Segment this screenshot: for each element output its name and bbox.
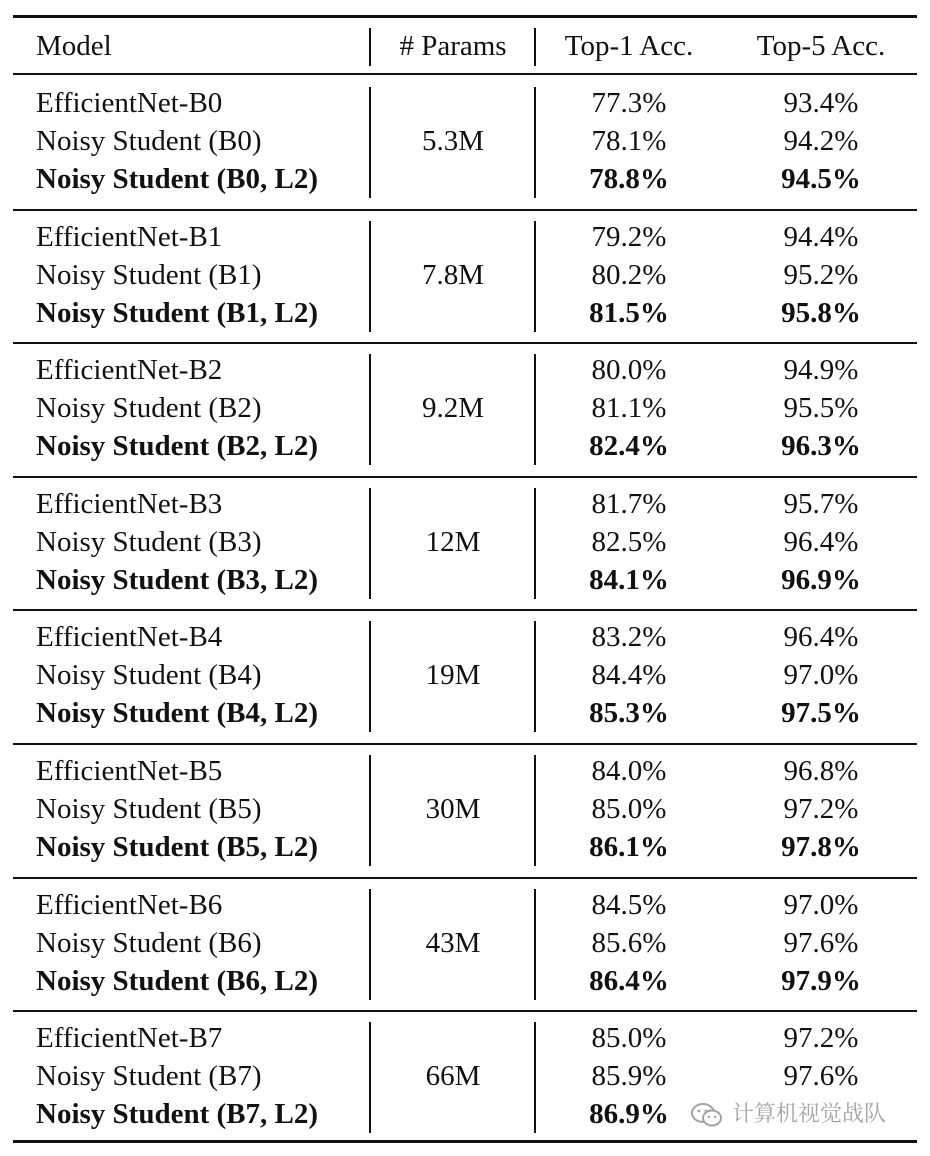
top1-cell: 86.9% xyxy=(589,1098,669,1131)
top5-cell: 95.7% xyxy=(783,487,859,520)
top1-cell: 79.2% xyxy=(591,220,667,253)
top1-cell: 77.3% xyxy=(591,87,667,119)
params-cell: 43M xyxy=(425,926,481,959)
params-cell: 66M xyxy=(425,1060,481,1093)
top-rule xyxy=(13,15,917,18)
top1-cell: 86.4% xyxy=(589,964,669,997)
model-cell: Noisy Student (B6, L2) xyxy=(36,964,318,997)
model-cell: Noisy Student (B0, L2) xyxy=(36,163,318,195)
top5-cell: 96.4% xyxy=(783,621,859,654)
top1-cell: 84.1% xyxy=(589,563,669,596)
top5-cell: 97.9% xyxy=(781,964,861,997)
params-cell: 9.2M xyxy=(421,392,485,425)
top1-cell: 85.0% xyxy=(591,793,667,825)
top1-cell: 78.8% xyxy=(589,163,669,195)
top1-cell: 81.5% xyxy=(589,296,669,329)
model-cell: Noisy Student (B1, L2) xyxy=(36,296,318,329)
top5-cell: 96.3% xyxy=(781,430,861,463)
top1-cell: 81.1% xyxy=(591,392,667,425)
top5-cell: 97.2% xyxy=(783,793,859,825)
header-divider-1 xyxy=(369,28,371,66)
top5-cell: 94.2% xyxy=(783,125,859,157)
group-rule xyxy=(13,609,917,611)
group-rule xyxy=(13,209,917,211)
model-cell: EfficientNet-B2 xyxy=(36,354,223,387)
top5-cell: 95.5% xyxy=(783,392,859,425)
top5-cell: 94.4% xyxy=(783,220,859,253)
top1-cell: 86.1% xyxy=(589,831,669,863)
model-cell: Noisy Student (B5, L2) xyxy=(36,831,318,863)
header-rule xyxy=(13,73,917,75)
model-cell: Noisy Student (B4, L2) xyxy=(36,697,318,730)
model-cell: EfficientNet-B1 xyxy=(36,220,223,253)
top5-cell: 96.8% xyxy=(783,755,859,787)
model-cell: Noisy Student (B4) xyxy=(36,659,262,692)
model-cell: EfficientNet-B7 xyxy=(36,1022,223,1055)
top1-cell: 81.7% xyxy=(591,487,667,520)
top5-cell: 96.9% xyxy=(781,563,861,596)
header-top1: Top-1 Acc. xyxy=(564,30,694,62)
params-cell: 30M xyxy=(425,793,481,825)
top1-cell: 85.0% xyxy=(591,1022,667,1055)
model-cell: EfficientNet-B6 xyxy=(36,888,223,921)
group-rule xyxy=(13,743,917,745)
top1-cell: 84.4% xyxy=(591,659,667,692)
model-cell: Noisy Student (B7) xyxy=(36,1060,262,1093)
top5-cell: 95.8% xyxy=(781,296,861,329)
top5-cell: 97.0% xyxy=(783,888,859,921)
group-rule xyxy=(13,877,917,879)
params-cell: 5.3M xyxy=(421,125,485,157)
params-cell: 12M xyxy=(425,525,481,558)
model-cell: Noisy Student (B2, L2) xyxy=(36,430,318,463)
top1-cell: 84.0% xyxy=(591,755,667,787)
model-cell: EfficientNet-B3 xyxy=(36,487,223,520)
model-cell: EfficientNet-B4 xyxy=(36,621,223,654)
watermark xyxy=(690,1097,886,1133)
top5-cell: 97.2% xyxy=(783,1022,859,1055)
model-cell: Noisy Student (B3, L2) xyxy=(36,563,318,596)
model-cell: Noisy Student (B2) xyxy=(36,392,262,425)
top5-cell: 93.4% xyxy=(783,87,859,119)
model-cell: Noisy Student (B3) xyxy=(36,525,262,558)
top1-cell: 82.4% xyxy=(589,430,669,463)
wechat-icon xyxy=(690,1102,724,1128)
top5-cell: 97.5% xyxy=(781,697,861,730)
model-cell: Noisy Student (B7, L2) xyxy=(36,1098,318,1131)
model-cell: Noisy Student (B1) xyxy=(36,258,262,291)
top1-cell: 80.0% xyxy=(591,354,667,387)
top1-cell: 78.1% xyxy=(591,125,667,157)
header-model: Model xyxy=(36,30,112,62)
top1-cell: 83.2% xyxy=(591,621,667,654)
watermark-text: 计算机视觉战队 xyxy=(732,1102,887,1127)
header-top5: Top-5 Acc. xyxy=(756,30,886,62)
top1-cell: 85.3% xyxy=(589,697,669,730)
params-cell: 19M xyxy=(425,659,481,692)
top5-cell: 97.6% xyxy=(783,926,859,959)
header-divider-2 xyxy=(534,28,536,66)
model-cell: EfficientNet-B5 xyxy=(36,755,223,787)
header-params: # Params xyxy=(399,30,507,62)
top1-cell: 80.2% xyxy=(591,258,667,291)
model-cell: Noisy Student (B6) xyxy=(36,926,262,959)
group-rule xyxy=(13,342,917,344)
top1-cell: 82.5% xyxy=(591,525,667,558)
group-rule xyxy=(13,476,917,478)
top1-cell: 84.5% xyxy=(591,888,667,921)
bottom-rule xyxy=(13,1140,917,1143)
top5-cell: 97.8% xyxy=(781,831,861,863)
model-cell: Noisy Student (B0) xyxy=(36,125,262,157)
top5-cell: 97.6% xyxy=(783,1060,859,1093)
top5-cell: 95.2% xyxy=(783,258,859,291)
top5-cell: 94.9% xyxy=(783,354,859,387)
top1-cell: 85.9% xyxy=(591,1060,667,1093)
top5-cell: 97.0% xyxy=(783,659,859,692)
top5-cell: 94.5% xyxy=(781,163,861,195)
model-cell: Noisy Student (B5) xyxy=(36,793,262,825)
params-cell: 7.8M xyxy=(421,258,485,291)
top1-cell: 85.6% xyxy=(591,926,667,959)
model-cell: EfficientNet-B0 xyxy=(36,87,223,119)
group-rule xyxy=(13,1010,917,1012)
top5-cell: 96.4% xyxy=(783,525,859,558)
